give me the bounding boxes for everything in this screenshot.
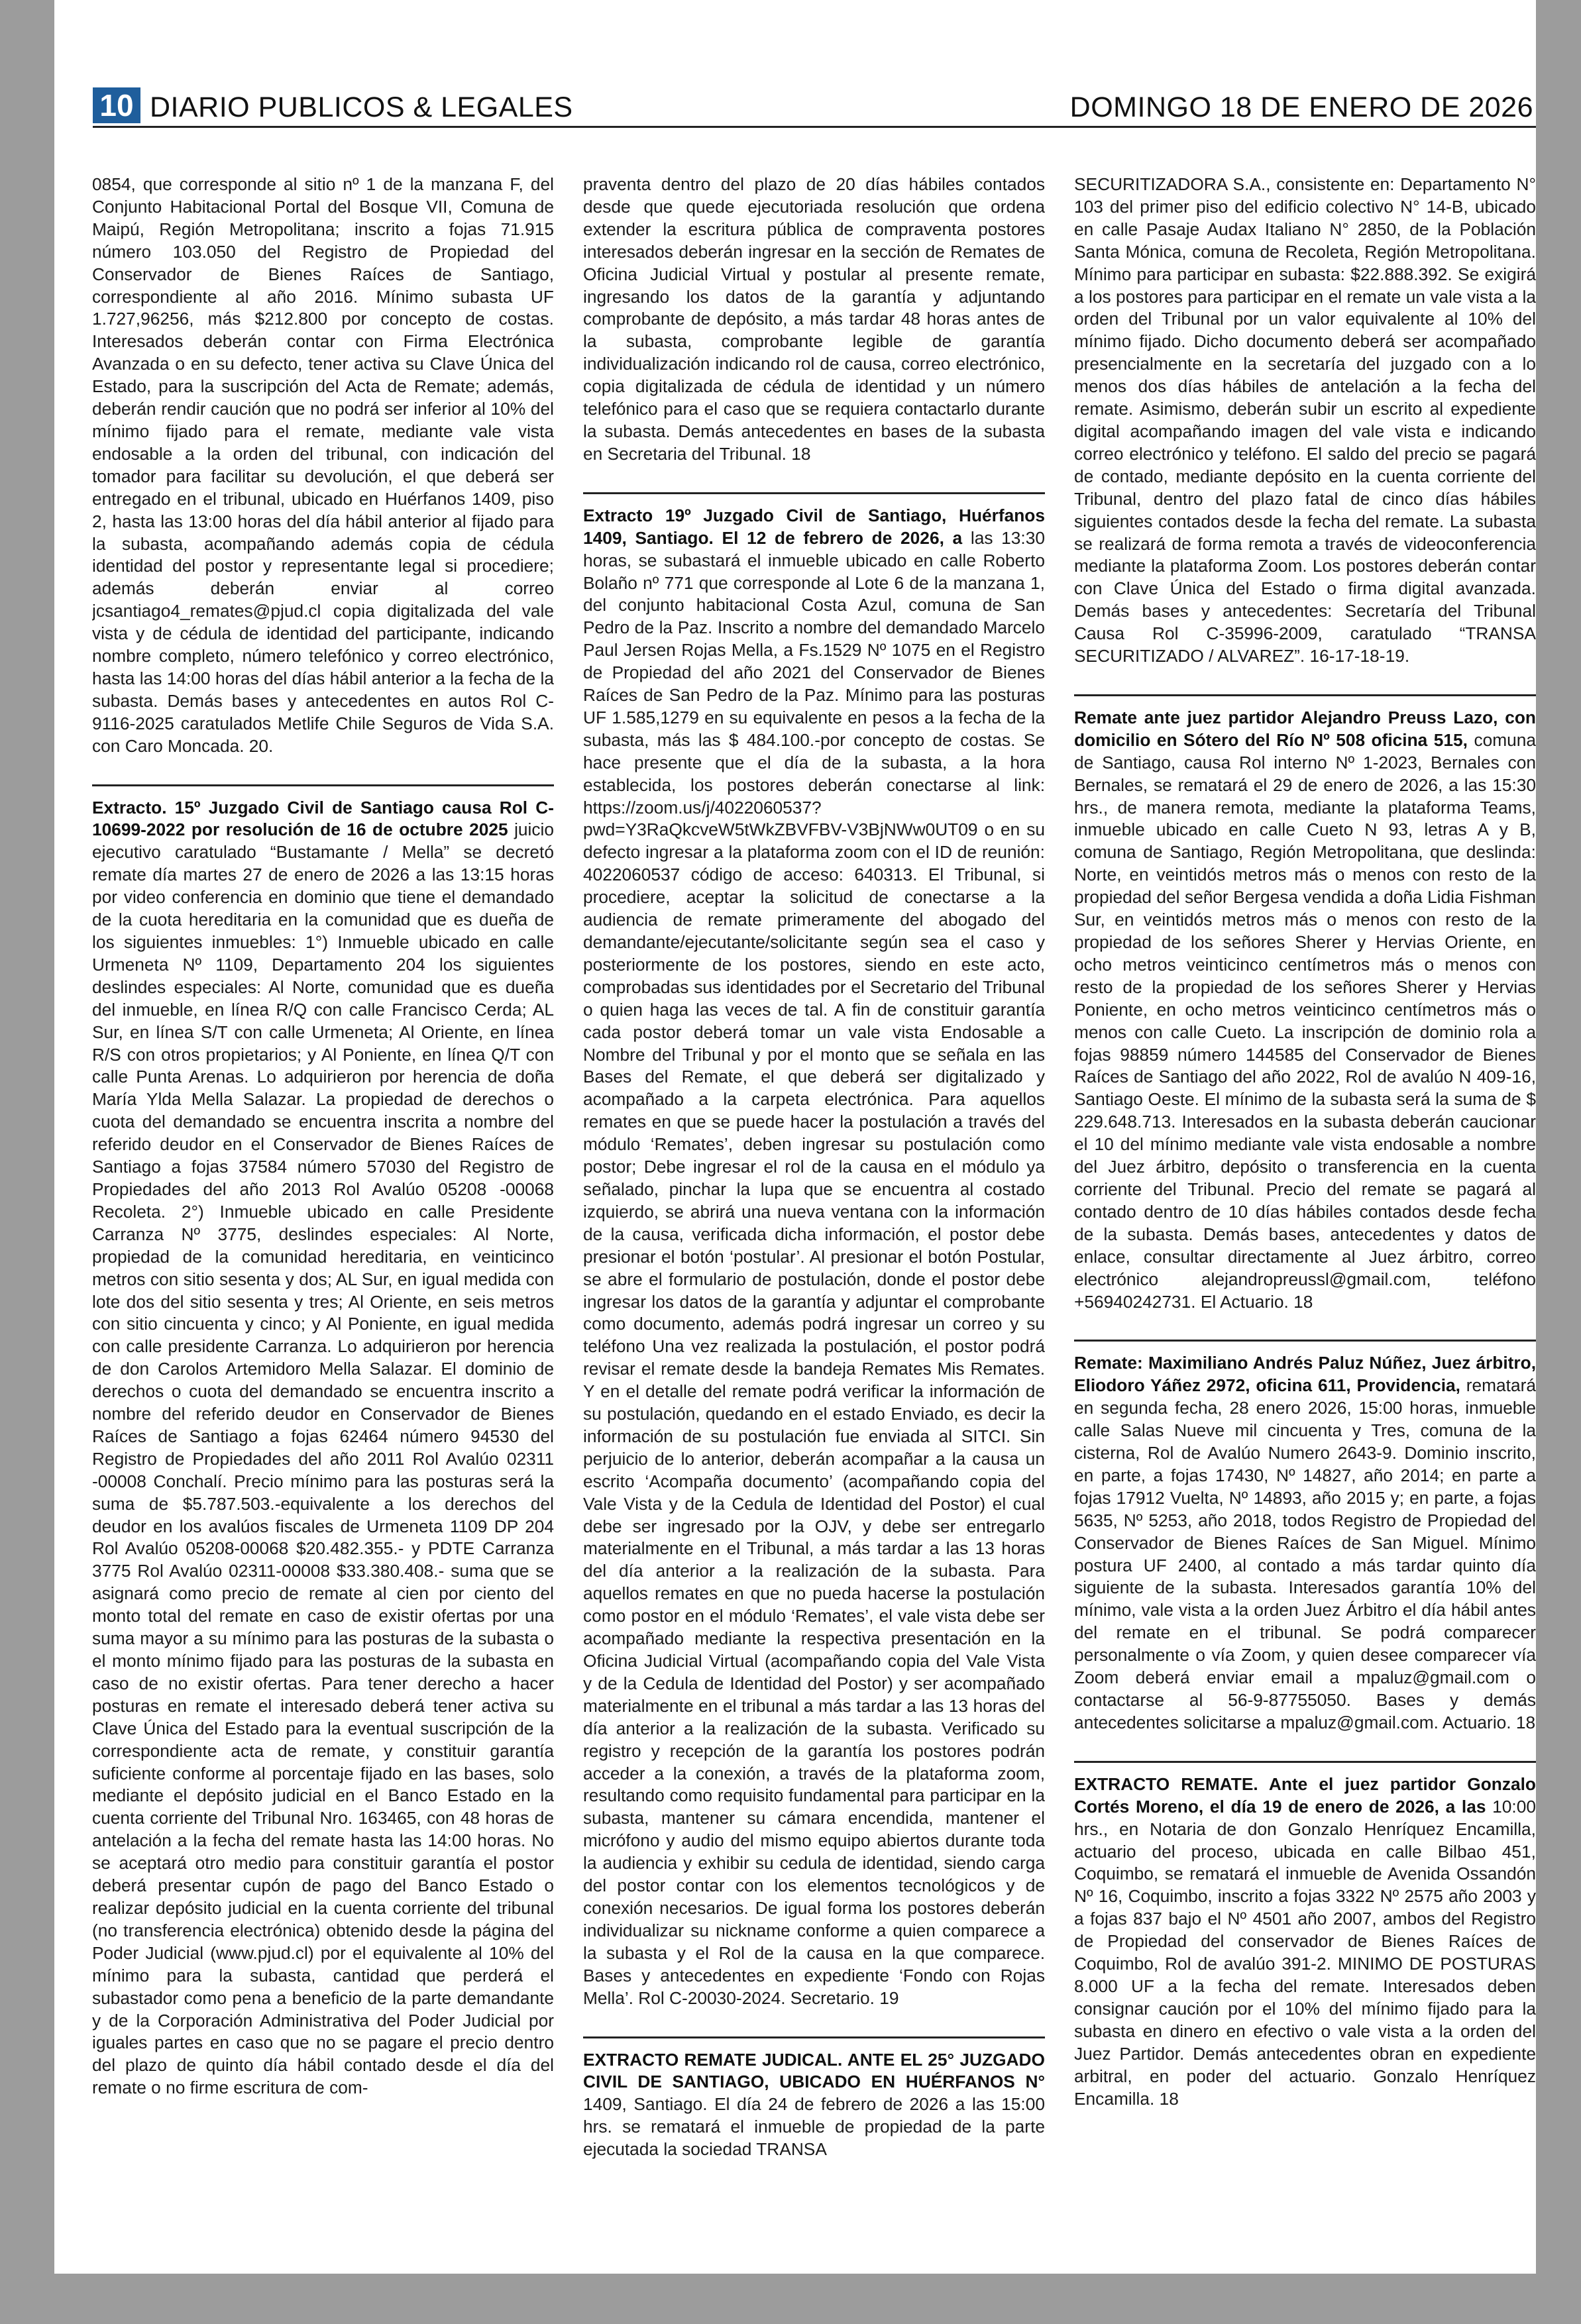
- column-2: [583, 174, 1045, 2227]
- notice-heading: Extracto. 15º Juzgado Civil de Santiago causa Rol C-10699-2022 por resolución de 16 de octubre 2025: [92, 797, 554, 840]
- notice-text: [583, 174, 1045, 466]
- notice-text: [1074, 1773, 1536, 2111]
- legal-notice: [1074, 174, 1536, 668]
- notice-body: praventa dentro del plazo de 20 días hábiles contados desde que quede ejecutoriada resolución que ordena extender la escritura pública de compraventa postores interesados deberán ingresar en la sección de Remates de Oficina Judicial Virtual y postular al presente remate, ingresando los datos de la garantía y adjuntando comprobante de depósito, a más tardar 48 horas antes de la subasta, comprobante legible de garantía individualización indicando rol de causa, correo electrónico, copia digitalizada de cédula de identidad y un número telefónico para el caso que se requiera contactarlo durante la subasta. Demás antecedentes en bases de la subasta en Secretaria del Tribunal. 18: [583, 174, 1045, 464]
- notice-text: [1074, 174, 1536, 668]
- notice-text: [583, 2049, 1045, 2162]
- publication-name: DIARIO PUBLICOS & LEGALES: [150, 91, 573, 123]
- notice-heading: Remate: Maximiliano Andrés Paluz Núñez, Juez árbitro, Eliodoro Yáñez 2972, oficina 611, Providencia,: [1074, 1353, 1536, 1396]
- notice-body: comuna de Santiago, causa Rol interno Nº 1-2023, Bernales con Bernales, se rematará el 29 de enero de 2026, a las 15:30 hrs., de manera remota, mediante la plataforma Teams, inmueble ubicado en calle Cueto N 93, letras A y B, comuna de Santiago, Región Metropolitana, que deslinda: Norte, en veintidós metros más o menos con resto de la propiedad del señor Bergesa vendida a doña Lidia Fishman Sur, en veintidós metros más o menos con resto de la propiedad de los señores Sherer y Hervias Oriente, en ocho metros veinticinco centímetros más o menos con resto de la propiedad de los señores Sherer y Hervias Poniente, en ocho metros veinticinco centímetros más o menos con calle Cueto. La inscripción de dominio rola a fojas 98859 número 144585 del Conservador de Bienes Raíces de Santiago del año 2022, Rol de avalúo N 409-16, Santiago Oeste. El mínimo de la subasta será la suma de $ 229.648.713. Interesados en la subasta deberán caucionar el 10 del mínimo mediante vale vista endosable a nombre del Juez árbitro, depósito o transferencia en la cuenta corriente del Tribunal. Precio del remate se pagará al contado dentro de 10 días hábiles contados desde fecha de la subasta. Demás bases, antecedentes y datos de enlace, consultar directamente al Juez árbitro, correo electrónico alejandropreussl@gmail.com, teléfono +56940242731. El Actuario. 18: [1074, 729, 1536, 1312]
- notice-divider: [1074, 1761, 1536, 1763]
- legal-notice: [1074, 1773, 1536, 2111]
- notice-heading: EXTRACTO REMATE. Ante el juez partidor Gonzalo Cortés Moreno, el día 19 de enero de 2026, a las: [1074, 1773, 1536, 1817]
- notice-heading: Remate ante juez partidor Alejandro Preuss Lazo, con domicilio en Sótero del Río Nº 508 oficina 515,: [1074, 707, 1536, 750]
- notice-text: [92, 174, 554, 758]
- masthead-rule: [93, 126, 1536, 128]
- notice-text: [1074, 707, 1536, 1313]
- legal-notice: [92, 174, 554, 758]
- notice-body: juicio ejecutivo caratulado “Bustamante / Mella” se decretó remate día martes 27 de enero de 2026 a las 13:15 horas por video conferencia en dominio que tiene el demandado de la cuota hereditaria en la comunidad que es dueña de los siguientes inmuebles: 1°) Inmueble ubicado en calle Urmeneta Nº 1109, Departamento 204 los siguientes deslindes especiales: Al Norte, comunidad que es dueña del inmueble, en línea R/Q con calle Francisco Cerda; AL Sur, en línea S/T con calle Urmeneta; Al Oriente, en línea R/S con otros propietarios; y Al Poniente, en línea Q/T con calle Punta Arenas. Lo adquirieron por herencia de doña María Ylda Mella Salazar. La propiedad de derechos o cuota del demandado se encuentra inscrita a nombre del referido deudor en el Conservador de Bienes Raíces de Santiago a fojas 37584 número 57030 del Registro de Propiedades del año 2013 Rol Avalúo 05208 -00068 Recoleta. 2°) Inmueble ubicado en calle Presidente Carranza Nº 3775, deslindes especiales: Al Norte, propiedad de la comunidad hereditaria, en veinticinco metros con sitio sesenta y dos; AL Sur, en igual medida con lote dos del sitio sesenta y tres; Al Oriente, en seis metros con sitio cincuenta y cinco; y Al Poniente, en igual medida con calle presidente Carranza. Lo adquirieron por herencia de don Carolos Artemidoro Mella Salazar. El dominio de derechos o cuota del demandado se encuentra inscrito a nombre del referido deudor en Conservador de Bienes Raíces de Santiago a fojas 62464 número 94530 del Registro de Propiedades del año 2011 Rol Avalúo 02311 -00008 Conchalí. Precio mínimo para las posturas será la suma de $5.787.503.-equivalente a los derechos del deudor en los avalúos fiscales de Urmeneta 1109 DP 204 Rol Avalúo 05208-00068 $20.482.355.- y PDTE Carranza 3775 Rol Avalúo 02311-00008 $33.380.408.- suma que se asignará como precio de remate al cien por ciento del monto total del remate en caso de existir ofertas por una suma mayor a su mínimo para las posturas de la subasta o el monto mínimo fijado para las posturas de la subasta en caso de no existir ofertas. Para tener derecho a hacer posturas en remate el interesado deberá tener activa su Clave Única del Estado para la eventual suscripción de la correspondiente acta de remate, y constituir garantía suficiente conforme al porcentaje fijado en las bases, solo mediante el depósito judicial en el Banco Estado en la cuenta corriente del Tribunal Nro. 163465, con 48 horas de antelación a la fecha del remate hasta las 14:00 horas. No se aceptará otro medio para constituir garantía el postor deberá presentar cupón de pago del Banco Estado o realizar depósito judicial en la cuenta corriente del tribunal (no transferencia electrónica) obtenido desde la página del Poder Judicial (www.pjud.cl) por el equivalente al 10% del mínimo para la subasta, cantidad que perderá el subastador como pena a beneficio de la parte demandante y de la Corporación Administrativa del Poder Judicial por iguales partes en caso que no se pagare el precio dentro del plazo de quinto día hábil contado desde el día del remate o no firme escritura de com-: [92, 819, 554, 2098]
- notice-body: rematará en segunda fecha, 28 enero 2026, 15:00 horas, inmueble calle Salas Nueve mil cincuenta y Tres, comuna de la cisterna, Rol de Avalúo Numero 2643-9. Dominio inscrito, en parte, a fojas 17430, Nº 14827, año 2014; en parte a fojas 17912 Vuelta, Nº 14893, año 2015 y; en parte, a fojas 5635, Nº 5253, año 2018, todos Registro de Propiedad del Conservador de Bienes Raíces de San Miguel. Mínimo postura UF 2400, al contado a más tardar quinto día siguiente de la subasta. Interesados garantía 10% del mínimo, vale vista a la orden Juez Árbitro el día hábil antes del remate en el tribunal. Se podrá comparecer personalmente o vía Zoom, y quien desee comparecer vía Zoom deberá enviar email a mpaluz@gmail.com o contactarse al 56-9-87755050. Bases y demás antecedentes solicitarse a mpaluz@gmail.com. Actuario. 18: [1074, 1375, 1536, 1732]
- notice-divider: [1074, 694, 1536, 696]
- notice-body: 1409, Santiago. El día 24 de febrero de 2026 a las 15:00 hrs. se rematará el inmueble de propiedad de la parte ejecutada la sociedad TRANSA: [583, 2094, 1045, 2160]
- legal-notice: [1074, 707, 1536, 1313]
- columns: [92, 174, 1536, 2227]
- notice-divider: [583, 492, 1045, 494]
- legal-notice: [583, 2049, 1045, 2162]
- legal-notice: [92, 797, 554, 2100]
- page-number: 10: [93, 87, 140, 123]
- notice-divider: [92, 784, 554, 786]
- notice-body: 10:00 hrs., en Notaria de don Gonzalo Henríquez Encamilla, actuario del proceso, ubicada en calle Bilbao 451, Coquimbo, se rematará el inmueble de Avenida Ossandón Nº 16, Coquimbo, inscrito a fojas 3322 Nº 2575 año 2003 y a fojas 837 bajo el Nº 4501 año 2007, ambos del Registro de Propiedad del conservador de Bienes Raíces de Coquimbo, Rol de avalúo 391-2. MINIMO DE POSTURAS 8.000 UF a la fecha del remate. Interesados deben consignar caución por el 10% del mínimo fijado para la subasta en dinero en efectivo o vale vista a la orden del Juez Partidor. Demás antecedentes obran en expediente arbitral, en poder del actuario. Gonzalo Henríquez Encamilla. 18: [1074, 1796, 1536, 2109]
- masthead: [93, 85, 1536, 126]
- notice-body: las 13:30 horas, se subastará el inmueble ubicado en calle Roberto Bolaño nº 771 que corresponde al Lote 6 de la manzana 1, del conjunto habitacional Costa Azul, comuna de San Pedro de la Paz. Inscrito a nombre del demandado Marcelo Paul Jersen Rojas Mella, a Fs.1529 Nº 1075 en el Registro de Propiedad del año 2021 del Conservador de Bienes Raíces de San Pedro de la Paz. Mínimo para las posturas UF 1.585,1279 en su equivalente en pesos a la fecha de la subasta, más las $ 484.100.-por concepto de costas. Se hace presente que el día de la subasta, a la hora establecida, los postores deberán conectarse al link: https://zoom.us/j/4022060537?pwd=Y3RaQkcveW5tWkZBVFBV-V3BjNWw0UT09 o en su defecto ingresar a la plataforma zoom con el ID de reunión: 4022060537 código de acceso: 640313. El Tribunal, si procediere, aceptar la solicitud de conectarse a la audiencia de remate primeramente del abogado del demandante/ejecutante/solicitante según sea el caso y posteriormente de los postores, siendo en este acto, comprobadas sus identidades por el Secretario del Tribunal o quien haga las veces de tal. A fin de constituir garantía cada postor deberá tomar un vale vista Endosable a Nombre del Tribunal y por el monto que se señala en las Bases del Remate, el que deberá ser digitalizado y acompañado a la carpeta electrónica. Para aquellos remates en que se puede hacer la postulación a través del módulo ‘Remates’, deben ingresar su postulación como postor; Debe ingresar el rol de la causa en el módulo ya señalado, pinchar la lupa que se encuentra al costado izquierdo, se abrirá una nueva ventana con la información de la causa, verificada dicha información, el postor debe presionar el botón ‘postular’. Al presionar el botón Postular, se abre el formulario de postulación, donde el postor debe ingresar los datos de la garantía y adjuntar el comprobante como documento, además podrá ingresar un correo y su teléfono Una vez realizada la postulación, el postor podrá revisar el remate desde la bandeja Remates Mis Remates. Y en el detalle del remate podrá verificar la información de su postulación, quedando en el estado Enviado, es decir la información de su postulación fue enviada al SITCI. Sin perjuicio de lo anterior, deberán acompañar a la causa un escrito ‘Acompaña documento’ (acompañando copia del Vale Vista y de la Cedula de Identidad del Postor) el cual debe ser ingresado por la OJV, y debe ser entregarlo materialmente en el Tribunal, a más tardar a las 13 horas del día anterior a la realización de la subasta. Para aquellos remates en que no pueda hacerse la postulación como postor en el módulo ‘Remates’, el vale vista debe ser acompañado mediante la respectiva presentación en la Oficina Judicial Virtual (acompañando copia del Vale Vista y de la Cedula de Identidad del Postor) y ser acompañado materialmente en el tribunal a más tardar a las 13 horas del día anterior a la realización de la subasta. Verificado su registro y recepción de la garantía los postores podrán acceder a la conexión, a través de la plataforma zoom, resultando como requisito fundamental para participar en la subasta, mantener su cámara encendida, mantener el micrófono y audio del mismo equipo abiertos durante toda la audiencia y exhibir su cedula de identidad, siendo carga del postor contar con los elementos tecnológicos y de conexión necesarios. De igual forma los postores deberán individualizar su nickname conforme a quien comparece a la subasta y el Rol de la causa en la que comparece. Bases y antecedentes en expediente ‘Fondo con Rojas Mella’. Rol C-20030-2024. Secretario. 19: [583, 527, 1045, 2008]
- newspaper-page: [54, 0, 1536, 2274]
- notice-divider: [583, 2036, 1045, 2038]
- legal-notice: [583, 505, 1045, 2010]
- notice-body: SECURITIZADORA S.A., consistente en: Departamento N° 103 del primer piso del edificio colectivo N° 14-B, ubicado en calle Pasaje Audax Italiano N° 2850, de la Población Santa Mónica, comuna de Recoleta, Región Metropolitana. Mínimo para participar en subasta: $22.888.392. Se exigirá a los postores para participar en el remate un vale vista a la orden del Tribunal por un valor equivalente al 10% del mínimo fijado. Dicho documento deberá ser acompañado presencialmente en la secretaría del juzgado con a lo menos dos días hábiles de antelación a la fecha del remate. Asimismo, deberán subir un escrito al expediente digital acompañando imagen del vale vista e indicando correo electrónico y teléfono. El saldo del precio se pagará de contado, mediante depósito en la cuenta corriente del Tribunal, dentro del plazo fatal de cinco días hábiles siguientes contados desde la fecha del remate. La subasta se realizará de forma remota a través de videoconferencia mediante la plataforma Zoom. Los postores deberán contar con Clave Única del Estado o firma digital avanzada. Demás bases y antecedentes: Secretaría del Tribunal Causa Rol C-35996-2009, caratulado “TRANSA SECURITIZADO / ALVAREZ”. 16-17-18-19.: [1074, 174, 1536, 666]
- legal-notice: [583, 174, 1045, 466]
- notice-text: [92, 797, 554, 2100]
- publication-date: DOMINGO 18 DE ENERO DE 2026: [1069, 91, 1533, 123]
- notice-divider: [1074, 1340, 1536, 1342]
- column-3: [1074, 174, 1536, 2227]
- notice-heading: EXTRACTO REMATE JUDICAL. ANTE EL 25° JUZGADO CIVIL DE SANTIAGO, UBICADO EN HUÉRFANOS N°: [583, 2049, 1045, 2092]
- legal-notice: [1074, 1352, 1536, 1734]
- notice-body: 0854, que corresponde al sitio nº 1 de la manzana F, del Conjunto Habitacional Portal del Bosque VII, Comuna de Maipú, Región Metropolitana; inscrito a fojas 71.915 número 103.050 del Registro de Propiedad del Conservador de Bienes Raíces de Santiago, correspondiente al año 2016. Mínimo subasta UF 1.727,96256, más $212.800 por concepto de costas. Interesados deberán contar con Firma Electrónica Avanzada o en su defecto, tener activa su Clave Única del Estado, para la suscripción del Acta de Remate; además, deberán rendir caución que no podrá ser inferior al 10% del mínimo fijado para el remate, mediante vale vista endosable a la orden del tribunal, con indicación del tomador para facilitar su devolución, el que deberá ser entregado en el tribunal, ubicado en Huérfanos 1409, piso 2, hasta las 13:00 horas del día hábil anterior al fijado para la subasta, acompañando además copia de cédula identidad del postor y representante legal si procediere; además deberán enviar al correo jcsantiago4_remates@pjud.cl copia digitalizada del vale vista y de cédula de identidad del participante, indicando nombre completo, número telefónico y correo electrónico, hasta las 14:00 horas del días hábil anterior a la fecha de la subasta. Demás bases y antecedentes en autos Rol C-9116-2025 caratulados Metlife Chile Seguros de Vida S.A. con Caro Moncada. 20.: [92, 174, 554, 756]
- notice-text: [583, 505, 1045, 2010]
- notice-heading: Extracto 19º Juzgado Civil de Santiago, Huérfanos 1409, Santiago. El 12 de febrero de 2026, a: [583, 505, 1045, 548]
- notice-text: [1074, 1352, 1536, 1734]
- column-1: [92, 174, 554, 2227]
